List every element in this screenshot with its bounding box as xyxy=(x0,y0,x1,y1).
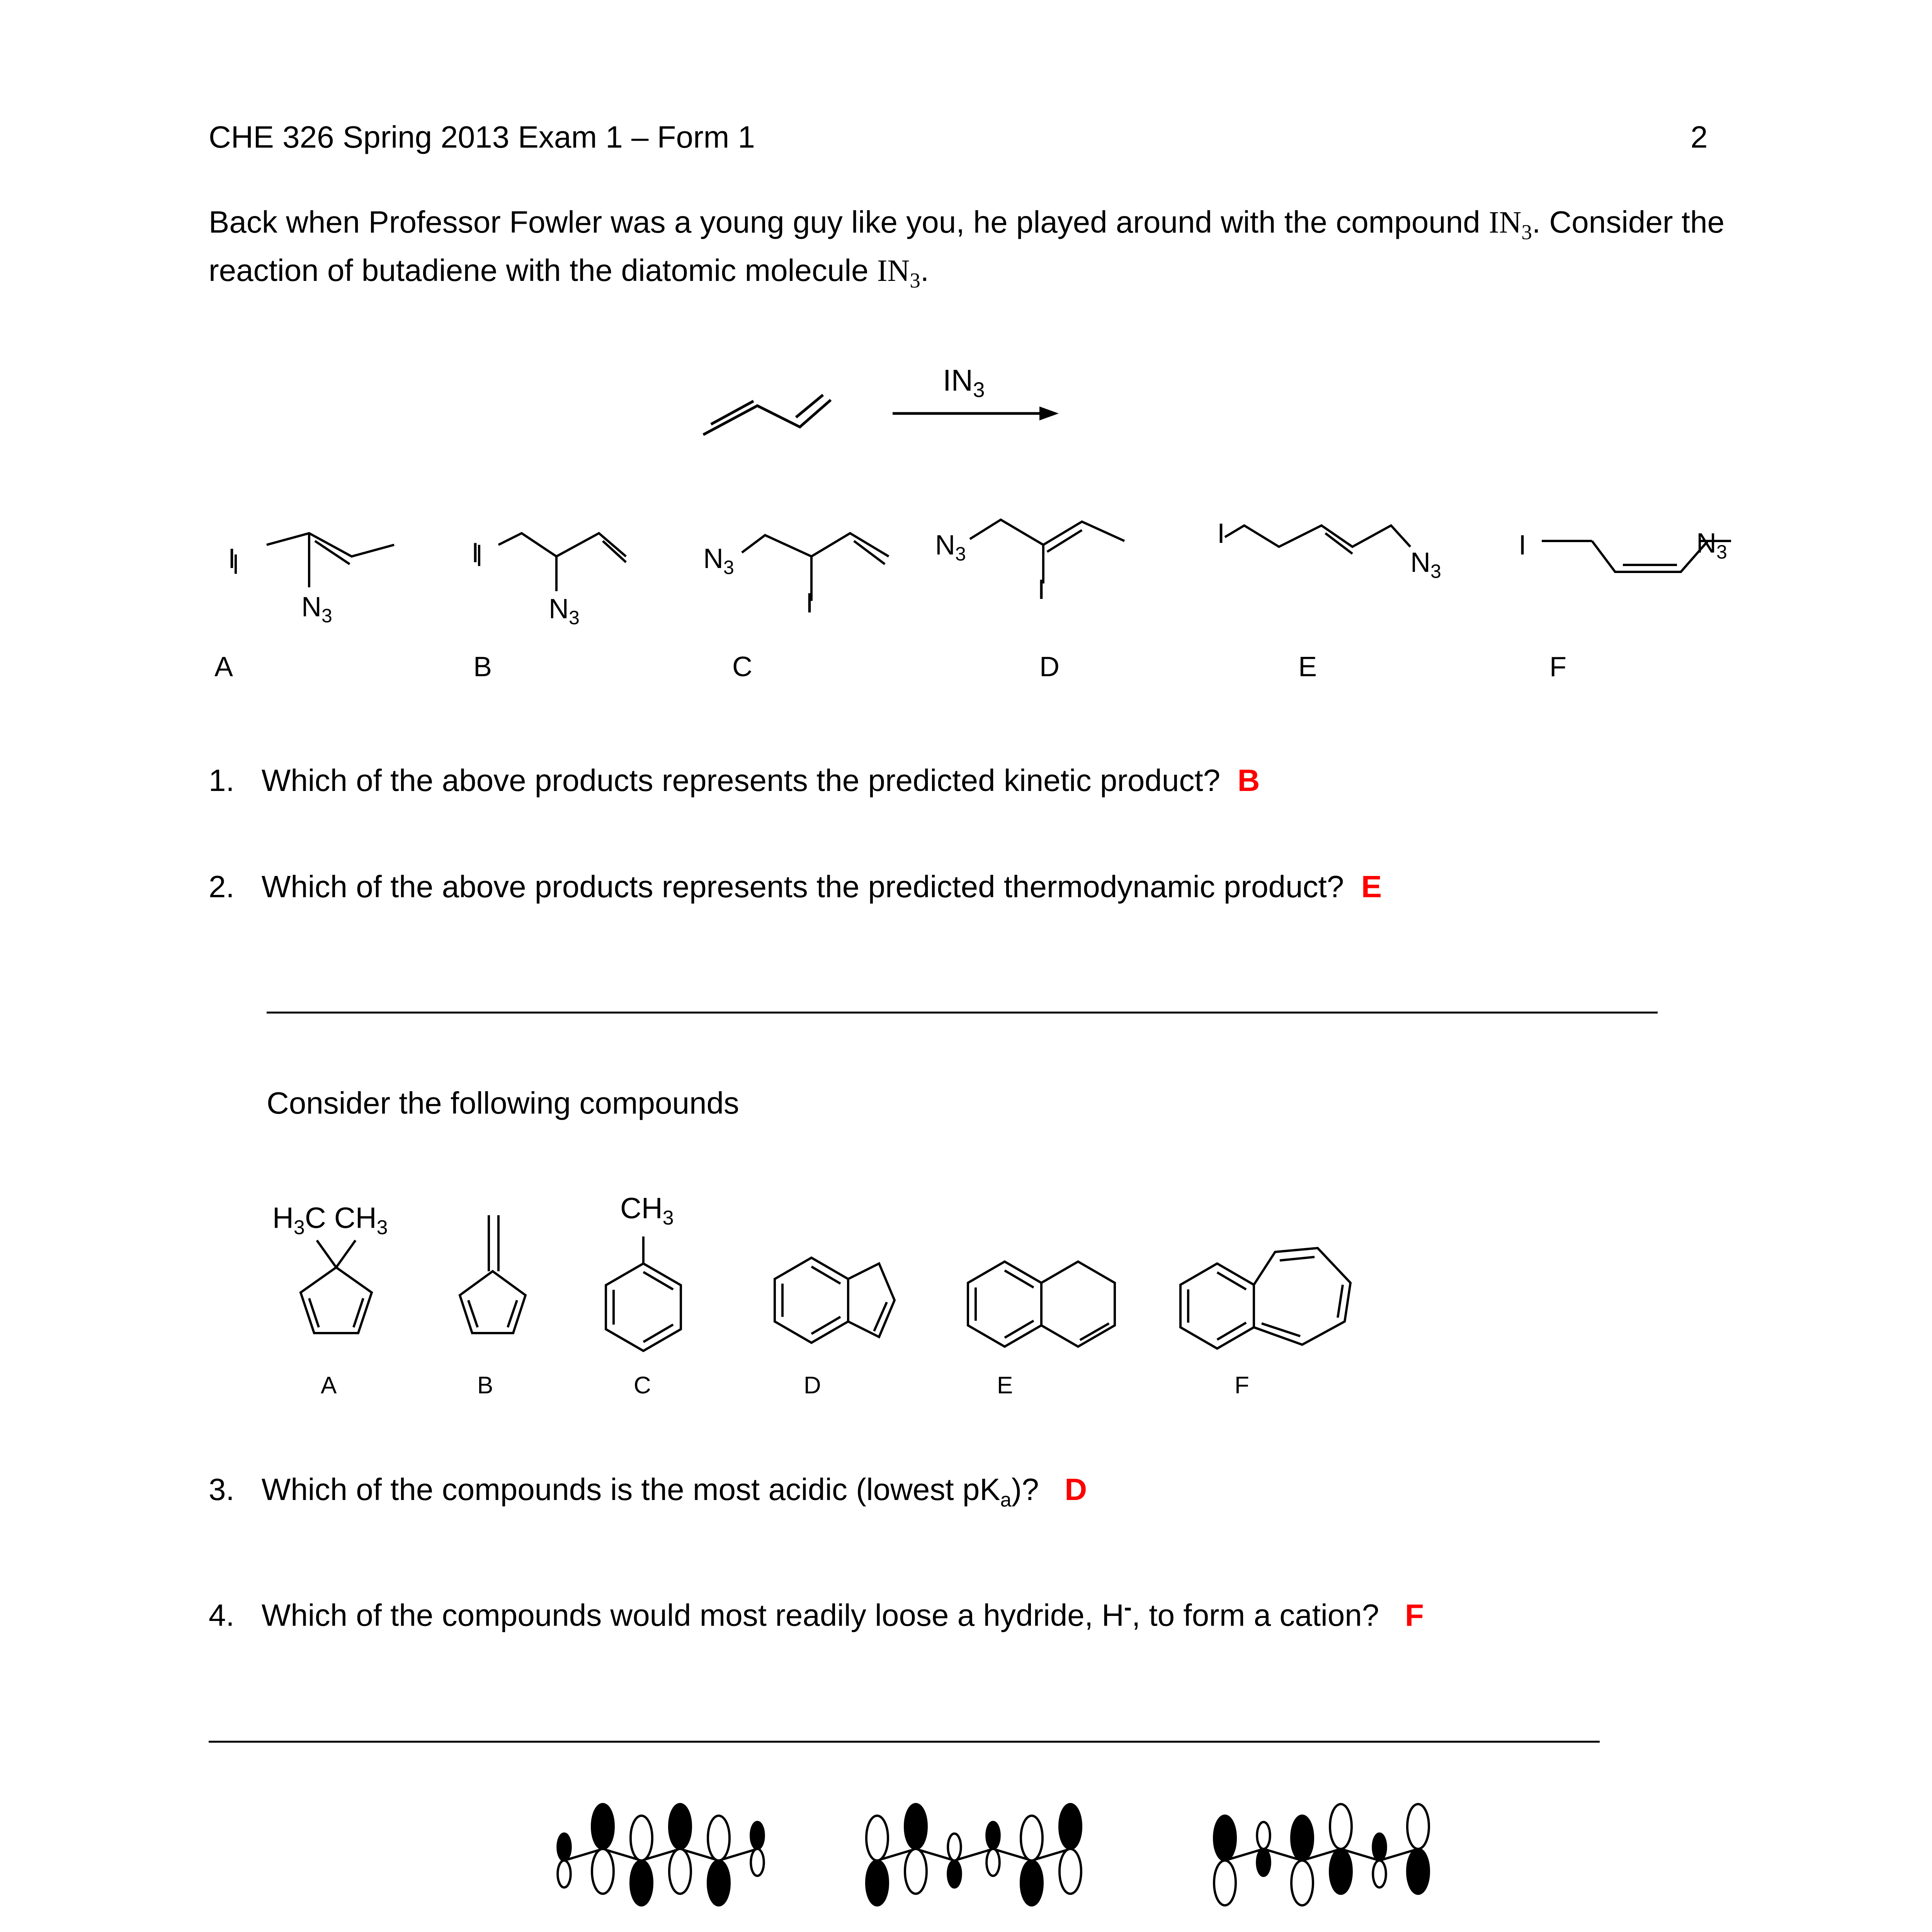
orbital-lobe-bottom xyxy=(986,1849,1000,1876)
product-b-i: I xyxy=(471,537,480,568)
compound-a-substituents: $H_3C$ $CH_3$ xyxy=(272,1202,388,1239)
product-f-n3: $N_3$ xyxy=(1696,528,1727,563)
answer-1: B xyxy=(1237,763,1260,798)
intro-line-2-formula: $IN_3$ xyxy=(877,254,920,292)
orbital-lobe-top xyxy=(592,1804,614,1849)
question-4: 4. Which of the compounds would most readily loose a hydride, H-, to form a cation? F xyxy=(209,1594,1424,1633)
product-label-b: B xyxy=(473,651,492,682)
compound-label-d: D xyxy=(804,1372,821,1399)
orbital-lobe-bottom xyxy=(1021,1861,1043,1905)
orbital-lobe-top xyxy=(1257,1822,1270,1849)
answer-2: E xyxy=(1361,869,1382,904)
question-2: 2. Which of the above products represents the predicted thermodynamic product? E xyxy=(209,869,1382,904)
orbital-lobe-bottom xyxy=(592,1849,614,1894)
compounds-heading: Consider the following compounds xyxy=(267,1086,739,1120)
reagent-label: $IN_3$ xyxy=(943,363,985,402)
orbital-lobe-top xyxy=(948,1833,961,1861)
intro-formula: $IN_3$ xyxy=(1488,206,1532,244)
product-label-d: D xyxy=(1039,651,1060,682)
orbital-lobe-top xyxy=(669,1804,691,1849)
answer-3: D xyxy=(1065,1472,1087,1507)
product-f-i: I xyxy=(1519,530,1527,561)
product-d-i: I xyxy=(1037,574,1046,605)
product-b-n3: $N_3$ xyxy=(549,594,580,629)
answer-4: F xyxy=(1405,1598,1424,1633)
orbital-lobe-bottom xyxy=(905,1849,927,1894)
orbital-lobe-bottom xyxy=(866,1861,888,1905)
orbital-lobe-bottom xyxy=(1214,1861,1236,1905)
orbital-lobe-top xyxy=(1021,1816,1043,1861)
product-c-n3: $N_3$ xyxy=(703,543,734,578)
compound-label-a: A xyxy=(321,1372,337,1399)
orbital-lobe-top xyxy=(708,1816,730,1861)
intro-text-1: Back when Professor Fowler was a young guy like you, he played around with the compound xyxy=(209,205,1489,239)
intro-text-2: . Consider the xyxy=(1532,205,1725,239)
orbital-lobe-bottom xyxy=(1060,1849,1081,1894)
orbital-lobe-top xyxy=(1214,1816,1236,1861)
intro-line-2-text: reaction of butadiene with the diatomic molecule xyxy=(209,253,877,287)
orbital-lobe-bottom xyxy=(558,1861,571,1888)
compound-c-methyl: $CH_3$ xyxy=(620,1192,674,1230)
product-d-n3: $N_3$ xyxy=(935,530,966,565)
orbital-lobe-top xyxy=(866,1816,888,1861)
product-label-a: A xyxy=(214,651,233,682)
orbital-lobe-bottom xyxy=(1257,1849,1270,1876)
orbital-lobe-bottom xyxy=(669,1849,691,1894)
compound-label-e: E xyxy=(997,1372,1013,1399)
compound-label-c: C xyxy=(634,1372,651,1399)
orbital-lobe-top xyxy=(558,1833,571,1861)
product-a-i: I xyxy=(228,543,236,574)
product-e-i: I xyxy=(1217,518,1225,549)
orbital-lobe-bottom xyxy=(1407,1849,1429,1894)
orbital-lobe-bottom xyxy=(948,1861,961,1888)
orbital-lobe-bottom xyxy=(1291,1861,1313,1905)
orbital-set-0 xyxy=(558,1804,764,1905)
product-c-i: I xyxy=(806,588,814,619)
orbital-lobe-top xyxy=(986,1822,1000,1849)
question-1: 1. Which of the above products represents the predicted kinetic product? B xyxy=(209,763,1260,798)
orbital-lobe-top xyxy=(1060,1804,1081,1849)
orbital-set-2 xyxy=(1214,1804,1429,1905)
orbital-lobe-bottom xyxy=(631,1861,652,1905)
orbital-lobe-bottom xyxy=(708,1861,730,1905)
exam-header: CHE 326 Spring 2013 Exam 1 – Form 1 xyxy=(209,120,755,154)
orbital-lobe-top xyxy=(905,1804,927,1849)
orbital-lobe-top xyxy=(1291,1816,1313,1861)
page-number: 2 xyxy=(1690,120,1708,154)
product-e-n3: $N_3$ xyxy=(1410,547,1441,582)
orbital-set-1 xyxy=(866,1804,1081,1905)
orbital-lobe-bottom xyxy=(1330,1849,1352,1894)
product-label-c: C xyxy=(732,651,752,682)
orbital-lobe-bottom xyxy=(751,1849,764,1876)
product-label-f: F xyxy=(1549,651,1566,682)
product-label-e: E xyxy=(1298,651,1317,682)
orbital-lobe-top xyxy=(1373,1833,1386,1861)
product-a-n3: $N_3$ xyxy=(301,592,332,627)
question-3: 3. Which of the compounds is the most acidic (lowest $pK_a$)? D xyxy=(209,1472,1087,1511)
orbital-lobe-bottom xyxy=(1373,1861,1386,1888)
orbital-lobe-top xyxy=(1330,1804,1352,1849)
intro-line-2: reaction of butadiene with the diatomic molecule $IN_3$. xyxy=(209,253,929,292)
compound-label-b: B xyxy=(477,1372,493,1399)
compound-label-f: F xyxy=(1235,1372,1249,1399)
orbital-lobe-top xyxy=(631,1816,652,1861)
orbital-lobe-top xyxy=(1407,1804,1429,1849)
orbital-lobe-top xyxy=(751,1822,764,1849)
